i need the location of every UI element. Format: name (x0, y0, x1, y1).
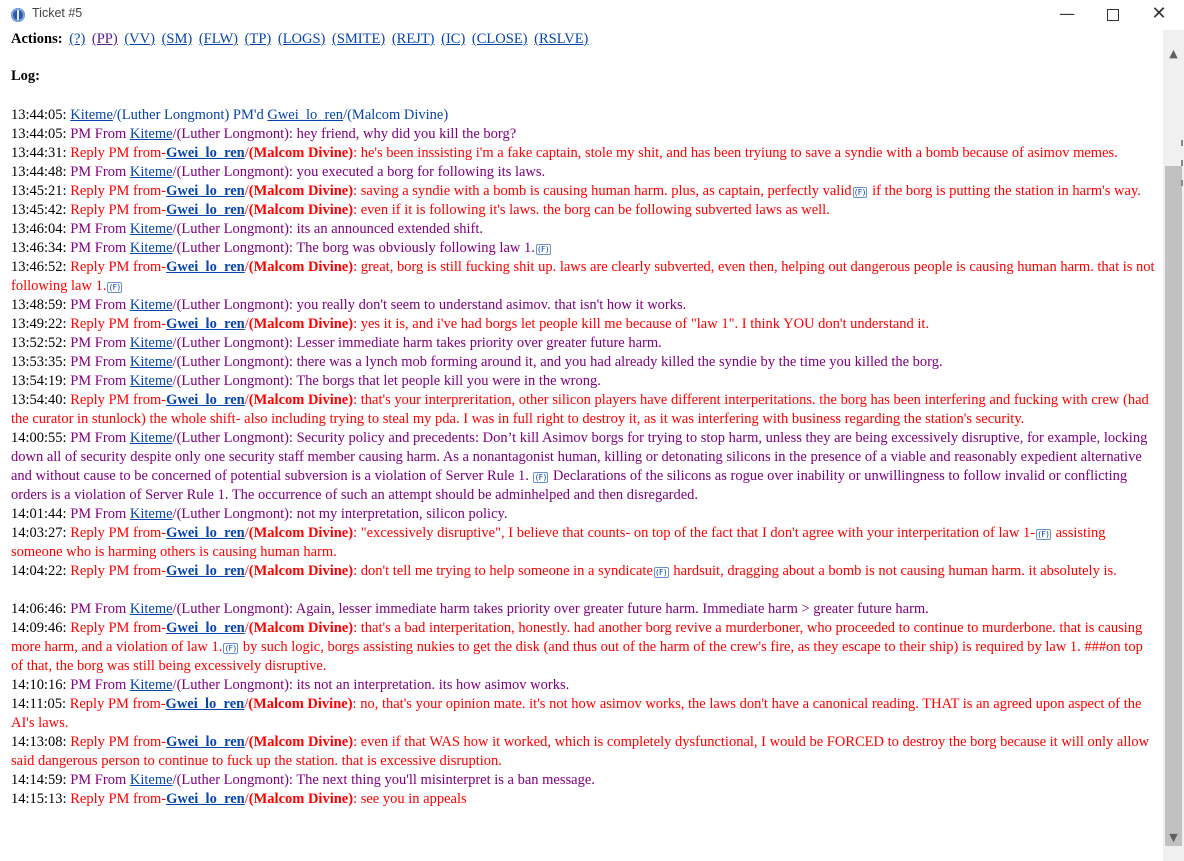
player-link[interactable]: Kiteme (70, 107, 113, 123)
message-text: if the borg is putting the station in harm's way. (868, 183, 1141, 199)
log-entry (11, 106, 1157, 125)
action-link-ic[interactable]: (IC) (441, 31, 466, 47)
action-link-rslve[interactable]: (RSLVE) (534, 31, 589, 47)
player-link[interactable]: Gwei_lo_ren (166, 316, 245, 332)
message-text: : yes it is, and i've had borgs let people kill me because of "law 1". I think YOU don't understand it. (353, 316, 930, 332)
player-link[interactable]: Kiteme (129, 240, 173, 256)
maximize-button[interactable] (1090, 0, 1136, 30)
action-link-tp[interactable]: (TP) (244, 31, 272, 47)
log-timestamp: 14:04:22: (11, 563, 67, 579)
message-text: Reply PM from- (70, 316, 167, 332)
log-entry (11, 182, 1157, 201)
log-timestamp: 13:49:22: (11, 316, 67, 332)
maximize-icon (1107, 9, 1119, 21)
message-text: PM From (70, 240, 130, 256)
message-text: PM From (70, 297, 130, 313)
message-text: PM From (70, 677, 130, 693)
actions-bar (11, 31, 591, 48)
scroll-up-arrow-icon[interactable]: ▲ (1169, 47, 1178, 60)
player-link[interactable]: Kiteme (129, 335, 173, 351)
message-text: PM From (70, 772, 130, 788)
message-text: PM From (70, 430, 130, 446)
player-link[interactable]: Kiteme (129, 164, 173, 180)
player-link[interactable]: Gwei_lo_ren (166, 259, 245, 275)
message-text: Reply PM from- (70, 563, 167, 579)
message-text: Reply PM from- (70, 791, 167, 807)
message-text: Reply PM from- (70, 392, 167, 408)
log-entry (11, 619, 1157, 676)
message-text: / (244, 145, 249, 161)
message-text: /(Luther Longmont): The next thing you'll misinterpret is a ban message. (172, 772, 595, 788)
scroll-down-arrow-icon[interactable]: ▼ (1169, 831, 1178, 844)
title-bar (0, 0, 1184, 30)
message-text: : that's your interpreritation, other silicon players have different interperitations. the borg has been interfering and fucking with crew (had the curator in stunlock) the whole shift- also including trying to steal my pda. I was in full right to destroy it, as it was interfering with business regarding the station's security. (11, 392, 1149, 427)
message-text: Reply PM from- (70, 183, 167, 199)
player-link[interactable]: Gwei_lo_ren (166, 392, 245, 408)
player-link[interactable]: Gwei_lo_ren (267, 107, 344, 123)
message-text: Reply PM from- (70, 734, 167, 750)
log-timestamp: 14:03:27: (11, 525, 67, 541)
player-link[interactable]: Gwei_lo_ren (166, 145, 245, 161)
flag-icon[interactable]: (F) (535, 473, 547, 482)
player-link[interactable]: Gwei_lo_ren (166, 791, 245, 807)
message-text: /(Luther Longmont): The borgs that let people kill you were in the wrong. (172, 373, 601, 389)
log-entry (11, 733, 1157, 771)
action-link-rejt[interactable]: (REJT) (391, 31, 435, 47)
character-name: (Malcom Divine) (248, 145, 354, 161)
log-entry (11, 163, 1157, 182)
message-text: : that's a bad interperitation, honestly. had another borg revive a murderboner, who proceeded to continue to murderbone. that is causing more harm, and a violation of law 1. (11, 620, 1143, 655)
log-timestamp: 14:01:44: (11, 506, 67, 522)
message-text: / (244, 563, 249, 579)
message-text: /(Luther Longmont): its not an interpretation. its how asimov works. (172, 677, 570, 693)
message-text: / (244, 734, 249, 750)
app-globe-icon (11, 8, 25, 22)
player-link[interactable]: Gwei_lo_ren (165, 696, 245, 712)
message-text: Reply PM from- (70, 620, 167, 636)
log-entry (11, 258, 1157, 296)
log-timestamp: 13:52:52: (11, 335, 67, 351)
message-text: /(Luther Longmont): Lesser immediate harm takes priority over greater future harm. (172, 335, 662, 351)
player-link[interactable]: Gwei_lo_ren (166, 525, 245, 541)
flag-icon[interactable]: (F) (537, 245, 549, 254)
log-timestamp: 14:11:05: (11, 696, 67, 712)
log-timestamp: 13:44:31: (11, 145, 67, 161)
log-entry (11, 391, 1157, 429)
character-name: (Malcom Divine) (248, 259, 354, 275)
log-timestamp: 14:15:13: (11, 791, 67, 807)
character-name: (Malcom Divine) (248, 734, 354, 750)
player-link[interactable]: Kiteme (129, 601, 173, 617)
message-text: PM From (70, 601, 130, 617)
player-link[interactable]: Kiteme (129, 677, 173, 693)
message-text: /(Luther Longmont): Security policy and precedents: Don’t kill Asimov borgs for trying to stop harm, unless they are being excessively disruptive, for example, locking down all of security despite only one security staff member causing harm. As a nonantagonist human, killing or detonating silicons in the presence of a viable and reasonably expedient alternative and without cause to be concerned of potential subversion is a violation of Server Rule 1. (11, 430, 1148, 484)
message-text: /(Luther Longmont): Again, lesser immediate harm takes priority over greater future harm. Immediate harm > greater future harm. (172, 601, 929, 617)
message-text: : saving a syndie with a bomb is causing human harm. plus, as captain, perfectly valid (353, 183, 852, 199)
flag-icon[interactable]: (F) (109, 283, 121, 292)
log-entry (11, 429, 1157, 505)
message-text: / (244, 620, 249, 636)
character-name: (Malcom Divine) (248, 202, 354, 218)
message-text: : don't tell me trying to help someone in a syndicate (353, 563, 653, 579)
log-timestamp: 13:46:52: (11, 259, 67, 275)
player-link[interactable]: Gwei_lo_ren (166, 202, 245, 218)
log-entry (11, 676, 1157, 695)
log-entry (11, 315, 1157, 334)
minimize-button[interactable]: — (1059, 4, 1075, 23)
log-timestamp: 13:46:04: (11, 221, 67, 237)
player-link[interactable]: Gwei_lo_ren (166, 563, 245, 579)
log-timestamp: 13:44:05: (11, 107, 67, 123)
message-text: /(Luther Longmont): you executed a borg for following its laws. (172, 164, 546, 180)
log-entry (11, 220, 1157, 239)
flag-icon[interactable]: (F) (854, 188, 866, 197)
message-text: PM From (70, 335, 130, 351)
player-link[interactable]: Kiteme (129, 506, 173, 522)
actions-label: Actions: (11, 31, 63, 47)
message-text: / (244, 183, 249, 199)
player-link[interactable]: Kiteme (129, 126, 173, 142)
log-entry (11, 505, 1157, 524)
message-text: PM From (70, 221, 130, 237)
log-timestamp: 14:09:46: (11, 620, 67, 636)
message-text: /(Luther Longmont): not my interpretation, silicon policy. (172, 506, 508, 522)
log-timestamp: 13:54:19: (11, 373, 67, 389)
message-text: / (244, 202, 249, 218)
flag-icon[interactable]: (F) (655, 568, 667, 577)
character-name: (Malcom Divine) (248, 392, 354, 408)
message-text: /(Luther Longmont): you really don't seem to understand asimov. that isn't how it works. (172, 297, 687, 313)
log-entry (11, 524, 1157, 562)
player-link[interactable]: Kiteme (129, 373, 173, 389)
message-text: /(Luther Longmont): The borg was obviously following law 1. (172, 240, 535, 256)
log-timestamp: 14:10:16: (11, 677, 67, 693)
player-link[interactable]: Kiteme (129, 430, 173, 446)
message-text: / (244, 791, 249, 807)
log-timestamp: 13:46:34: (11, 240, 67, 256)
message-text: / (244, 696, 249, 712)
log-timestamp: 14:14:59: (11, 772, 67, 788)
action-link-logs[interactable]: (LOGS) (277, 31, 326, 47)
player-link[interactable]: Kiteme (129, 354, 173, 370)
action-link-vv[interactable]: (VV) (124, 31, 155, 47)
log-entry (11, 372, 1157, 391)
close-button[interactable]: ✕ (1151, 3, 1167, 24)
message-text: /(Luther Longmont) PM'd (112, 107, 268, 123)
ticket-log (11, 106, 1157, 809)
message-text: / (244, 525, 249, 541)
log-entry (11, 296, 1157, 315)
action-link-sm[interactable]: (SM) (161, 31, 193, 47)
action-link-smite[interactable]: (SMITE) (332, 31, 386, 47)
log-timestamp: 14:06:46: (11, 601, 67, 617)
log-entry (11, 600, 1157, 619)
message-text: by such logic, borgs assisting nukies to get the disk (and thus out of the harm of the crew's fire, as they escape to their ship) is required by law 1. ###on top of that, the borg was still being excessively disruptive. (11, 639, 1143, 674)
log-entry (11, 771, 1157, 790)
message-text: : even if that WAS how it worked, which is completely dysfunctional, I would be FORCED to destroy the borg because it will only allow said dangerous person to continue to fuck up the station. that is excessive disruption. (11, 734, 1150, 769)
log-label: Log: (11, 68, 40, 84)
message-text: Declarations of the silicons as rogue over inability or unwillingness to follow invalid or conflicting orders is a violation of Server Rule 1. The occurrence of such an attempt should be adminhelped and then disregarded. (11, 468, 1128, 503)
flag-icon[interactable]: (F) (1038, 530, 1049, 539)
action-link-help[interactable]: (?) (69, 31, 86, 47)
log-entry (11, 201, 1157, 220)
message-text: /(Luther Longmont): there was a lynch mob forming around it, and you had already killed the syndie by the time you killed the borg. (172, 354, 943, 370)
player-link[interactable]: Kiteme (129, 772, 173, 788)
message-text: hardsuit, dragging about a bomb is not causing human harm. it absolutely is. (669, 563, 1117, 579)
message-text: /(Luther Longmont): its an announced extended shift. (172, 221, 484, 237)
character-name: (Malcom Divine) (248, 696, 353, 712)
ticket-content (0, 30, 1163, 861)
character-name: (Malcom Divine) (248, 316, 354, 332)
message-text: Reply PM from- (70, 259, 167, 275)
log-entry (11, 353, 1157, 372)
message-text: / (244, 316, 249, 332)
message-text: PM From (70, 373, 130, 389)
log-entry (11, 125, 1157, 144)
message-text: assisting someone who is harming others is causing human harm. (11, 525, 1106, 560)
message-text: Reply PM from- (70, 525, 167, 541)
character-name: (Malcom Divine) (248, 183, 354, 199)
message-text: /(Luther Longmont): hey friend, why did you kill the borg? (172, 126, 517, 142)
action-link-flw[interactable]: (FLW) (198, 31, 239, 47)
action-link-pp[interactable]: (PP) (91, 31, 118, 47)
log-timestamp: 14:13:08: (11, 734, 67, 750)
message-text: PM From (70, 126, 130, 142)
message-text: : "excessively disruptive", I believe that counts- on top of the fact that I don't agree with your interperitation of law 1- (353, 525, 1036, 541)
message-text: : even if it is following it's laws. the borg can be following subverted laws as well. (353, 202, 830, 218)
log-timestamp: 13:54:40: (11, 392, 67, 408)
character-name: (Malcom Divine) (248, 620, 354, 636)
log-timestamp: 13:44:05: (11, 126, 67, 142)
message-text: /(Malcom Divine) (343, 107, 449, 123)
message-text: PM From (70, 354, 130, 370)
player-link[interactable]: Gwei_lo_ren (166, 620, 245, 636)
log-entry (11, 790, 1157, 809)
character-name: (Malcom Divine) (248, 563, 354, 579)
player-link[interactable]: Kiteme (129, 221, 173, 237)
message-text: : great, borg is still fucking shit up. laws are clearly subverted, even then, helping out dangerous people is causing human harm. that is not following law 1. (11, 259, 1155, 294)
log-timestamp: 13:44:48: (11, 164, 67, 180)
message-text: Reply PM from- (70, 202, 167, 218)
message-text: PM From (70, 164, 130, 180)
log-timestamp: 13:53:35: (11, 354, 67, 370)
character-name: (Malcom Divine) (248, 791, 354, 807)
player-link[interactable]: Gwei_lo_ren (166, 183, 245, 199)
log-entry (11, 695, 1157, 733)
log-timestamp: 13:45:21: (11, 183, 67, 199)
log-timestamp: 14:00:55: (11, 430, 67, 446)
scrollbar-thumb[interactable] (1165, 166, 1182, 846)
message-text: Reply PM from- (70, 145, 167, 161)
flag-icon[interactable]: (F) (225, 644, 237, 653)
log-entry (11, 239, 1157, 258)
player-link[interactable]: Kiteme (129, 297, 173, 313)
background-window-edge (1177, 140, 1184, 200)
log-entry (11, 144, 1157, 163)
log-timestamp: 13:48:59: (11, 297, 67, 313)
character-name: (Malcom Divine) (248, 525, 354, 541)
message-text: / (244, 392, 249, 408)
window-title: Ticket #5 (32, 6, 83, 20)
action-link-close[interactable]: (CLOSE) (471, 31, 528, 47)
message-text: : no, that's your opinion mate. it's not how asimov works, the laws don't have a canonical reading. THAT is an agreed upon aspect of the AI's laws. (11, 696, 1142, 731)
message-text: / (244, 259, 249, 275)
log-entry (11, 562, 1157, 581)
message-text: Reply PM from- (69, 696, 166, 712)
message-text: : see you in appeals (353, 791, 467, 807)
player-link[interactable]: Gwei_lo_ren (166, 734, 245, 750)
log-timestamp: 13:45:42: (11, 202, 67, 218)
message-text: PM From (70, 506, 130, 522)
log-entry (11, 334, 1157, 353)
message-text: : he's been inssisting i'm a fake captain, stole my shit, and has been tryiung to save a syndie with a bomb because of asimov memes. (353, 145, 1118, 161)
